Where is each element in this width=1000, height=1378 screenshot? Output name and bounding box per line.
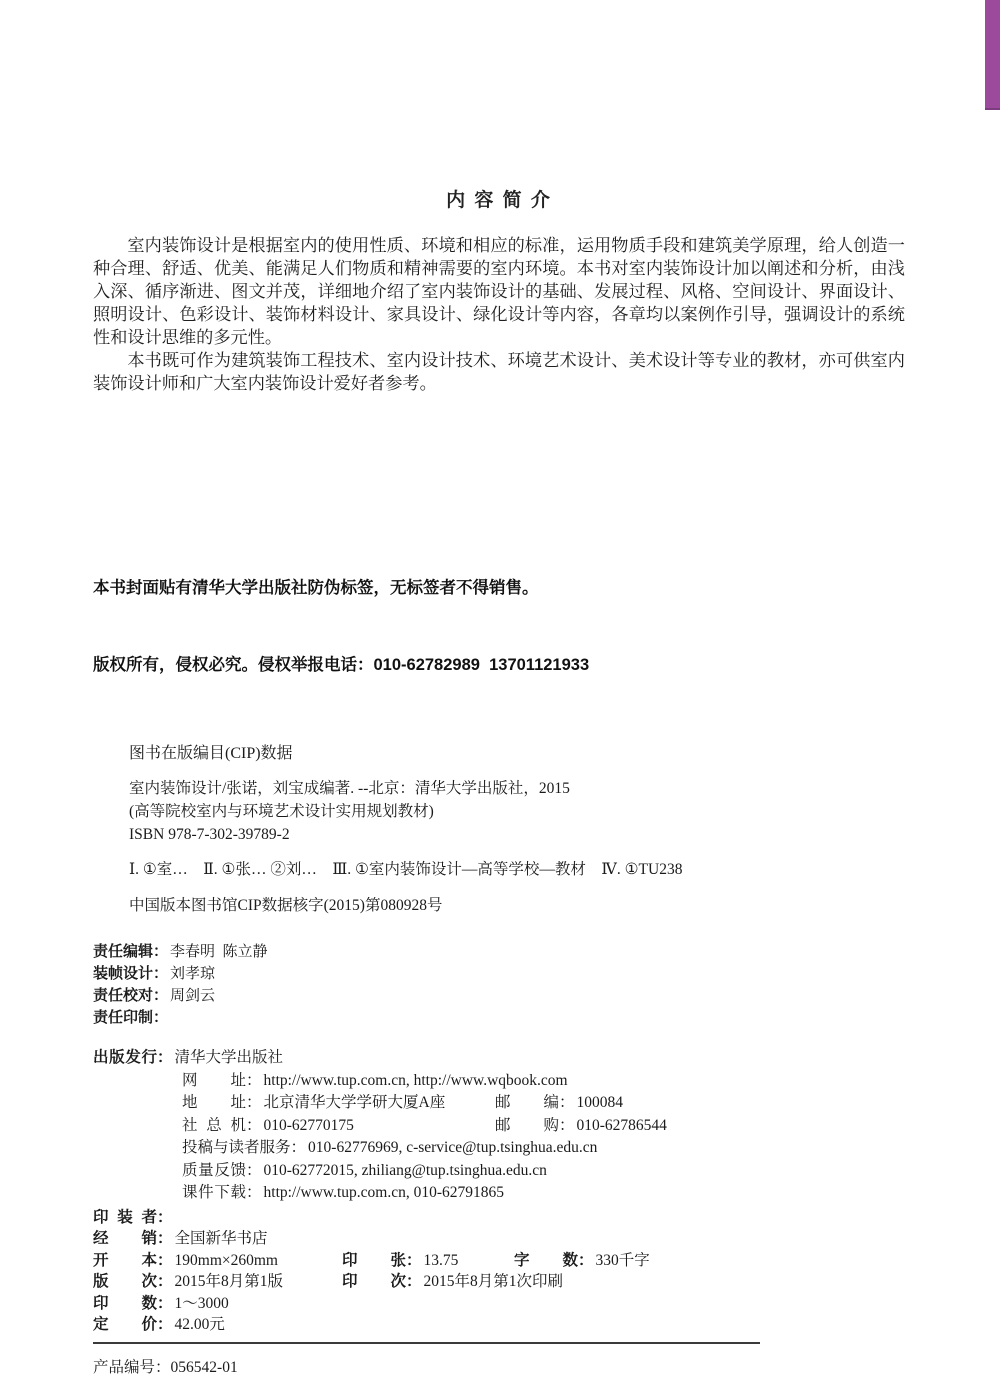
staff-value: 李春明 陈立静 bbox=[170, 944, 268, 960]
product-number-label: 产品编号 bbox=[93, 1358, 156, 1376]
staff-row-printing bbox=[93, 1007, 905, 1029]
sheets-pair: 印张： 13.75 bbox=[342, 1250, 458, 1272]
row-value: 北京清华大学学研大厦A座 bbox=[263, 1094, 446, 1111]
staff-row-proofreader bbox=[93, 985, 905, 1007]
row-label: 地址 bbox=[182, 1094, 246, 1111]
publisher-website-row: 网址： http://www.tup.com.cn, http://www.wqbook.com bbox=[182, 1070, 905, 1093]
product-number-row: 产品编号：056542-01 bbox=[93, 1358, 238, 1376]
row-value-3: 330千字 bbox=[595, 1251, 650, 1269]
row-label: 印数 bbox=[93, 1294, 157, 1312]
row-value: http://www.tup.com.cn, http://www.wqbook.com bbox=[263, 1071, 568, 1089]
row-value: 010-62770175 bbox=[263, 1116, 354, 1134]
staff-credits-block bbox=[93, 941, 905, 1029]
row-label: 投稿与读者服务 bbox=[182, 1139, 291, 1156]
publisher-switchboard-row: 社总机： 010-62770175 邮购： 010-62786544 bbox=[182, 1115, 905, 1138]
printer-row: 印装者： bbox=[93, 1207, 905, 1229]
anti-piracy-notice bbox=[93, 525, 905, 729]
word-count-pair: 字数： 330千字 bbox=[514, 1250, 650, 1272]
distributor-row: 经销： 全国新华书店 bbox=[93, 1228, 905, 1250]
staff-label: 责任编辑： bbox=[93, 943, 169, 960]
cip-record-number: 中国版本图书馆CIP数据核字(2015)第080928号 bbox=[129, 897, 443, 914]
summary-paragraph-2: 本书既可作为建筑装饰工程技术、室内设计技术、环境艺术设计、美术设计等专业的教材，亦可供室内装饰设计师和广大室内装饰设计爱好者参考。 bbox=[93, 351, 905, 393]
publisher-label: 出版发行 bbox=[93, 1049, 157, 1066]
row-value: 010-62772015, zhiliang@tup.tsinghua.edu.cn bbox=[263, 1161, 547, 1179]
row-value: 190mm×260mm bbox=[174, 1251, 278, 1269]
price-row: 定价： 42.00元 bbox=[93, 1314, 905, 1336]
copyright-page bbox=[93, 0, 905, 1378]
print-run-row: 印数： 1～3000 bbox=[93, 1293, 905, 1315]
colophon-block bbox=[93, 1207, 905, 1336]
row-label: 定价 bbox=[93, 1316, 157, 1333]
staff-value: 刘孝琼 bbox=[170, 966, 216, 982]
row-label-2: 邮购 bbox=[495, 1116, 559, 1134]
row-label: 印装者 bbox=[93, 1208, 157, 1226]
row-value-2: 13.75 bbox=[423, 1251, 459, 1269]
row-value: 2015年8月第1版 bbox=[174, 1273, 284, 1290]
content-summary-title: 内 容 简 介 bbox=[446, 190, 552, 211]
row-label: 版次 bbox=[93, 1273, 157, 1290]
purple-corner-tab bbox=[985, 0, 1000, 110]
row-value-2: 100084 bbox=[576, 1094, 624, 1111]
mail-order-pair: 邮购： 010-62786544 bbox=[495, 1115, 667, 1138]
cip-data-block bbox=[93, 743, 905, 917]
row-label: 质量反馈 bbox=[182, 1161, 246, 1179]
format-row: 开本： 190mm×260mm 印张： 13.75 字数： 330千字 bbox=[93, 1250, 905, 1272]
anti-piracy-line-1: 本书封面贴有清华大学出版社防伪标签，无标签者不得销售。 bbox=[93, 579, 539, 597]
publisher-reader-service-row: 投稿与读者服务： 010-62776969, c-service@tup.tsinghua.edu.cn bbox=[182, 1137, 905, 1160]
row-value: 全国新华书店 bbox=[174, 1230, 268, 1247]
row-value: 1～3000 bbox=[174, 1294, 229, 1312]
staff-label: 责任印制： bbox=[93, 1009, 169, 1026]
publisher-main-row: 出版发行： 清华大学出版社 bbox=[93, 1047, 905, 1070]
row-value-2: 2015年8月第1次印刷 bbox=[423, 1273, 564, 1290]
divider-rule bbox=[93, 1342, 760, 1344]
row-label: 网址 bbox=[182, 1071, 246, 1089]
row-label: 课件下载 bbox=[182, 1184, 246, 1201]
row-label: 社总机 bbox=[182, 1116, 246, 1134]
row-value: 010-62776969, c-service@tup.tsinghua.edu.cn bbox=[308, 1139, 598, 1156]
row-value: http://www.tup.com.cn, 010-62791865 bbox=[263, 1184, 505, 1201]
publisher-courseware-row: 课件下载： http://www.tup.com.cn, 010-62791865 bbox=[182, 1182, 905, 1205]
publisher-name: 清华大学出版社 bbox=[174, 1049, 284, 1066]
staff-label: 装帧设计： bbox=[93, 965, 169, 982]
staff-value: 周剑云 bbox=[170, 988, 216, 1004]
row-label-2: 印张 bbox=[342, 1251, 406, 1269]
cip-heading: 图书在版编目(CIP)数据 bbox=[129, 745, 293, 762]
row-label-2: 邮编 bbox=[495, 1094, 559, 1111]
staff-label: 责任校对： bbox=[93, 987, 169, 1004]
cip-classification-line: Ⅰ. ①室… Ⅱ. ①张… ②刘… Ⅲ. ①室内装饰设计—高等学校—教材 Ⅳ. ①TU238 bbox=[129, 861, 683, 878]
row-label-2: 印次 bbox=[342, 1273, 406, 1290]
publisher-address-row: 地址： 北京清华大学学研大厦A座 邮编： 100084 bbox=[182, 1092, 905, 1115]
product-number-value: 056542-01 bbox=[170, 1358, 238, 1376]
postcode-pair: 邮编： 100084 bbox=[495, 1092, 623, 1115]
edition-row: 版次： 2015年8月第1版 印次： 2015年8月第1次印刷 bbox=[93, 1271, 905, 1293]
publisher-block bbox=[93, 1047, 905, 1205]
row-label: 经销 bbox=[93, 1230, 157, 1247]
impression-pair: 印次： 2015年8月第1次印刷 bbox=[342, 1271, 563, 1293]
staff-row-editor bbox=[93, 941, 905, 963]
summary-paragraph-1: 室内装饰设计是根据室内的使用性质、环境和相应的标准，运用物质手段和建筑美学原理，给人创造一种合理、舒适、优美、能满足人们物质和精神需要的室内环境。本书对室内装饰设计加以阐述和分析，由浅入深、循序渐进、图文并茂，详细地介绍了室内装饰设计的基础、发展过程、风格、空间设计、界面设计、照明设计、色彩设计、装饰材料设计、家具设计、绿化设计等内容，各章均以案例作引导，强调设计的系统性和设计思维的多元性。 bbox=[93, 236, 905, 347]
row-value-2: 010-62786544 bbox=[576, 1116, 667, 1134]
anti-piracy-line-2: 版权所有，侵权必究。侵权举报电话：010-62782989 13701121933 bbox=[93, 655, 590, 674]
cip-isbn-line: ISBN 978-7-302-39789-2 bbox=[129, 826, 290, 843]
cip-series-line: (高等院校室内与环境艺术设计实用规划教材) bbox=[129, 803, 434, 820]
row-value: 42.00元 bbox=[174, 1316, 225, 1333]
staff-row-designer bbox=[93, 963, 905, 985]
publisher-quality-feedback-row: 质量反馈： 010-62772015, zhiliang@tup.tsinghua.edu.cn bbox=[182, 1160, 905, 1183]
row-label: 开本 bbox=[93, 1251, 157, 1269]
row-label-3: 字数 bbox=[514, 1251, 578, 1269]
cip-title-line: 室内装饰设计/张诺，刘宝成编著. --北京：清华大学出版社，2015 bbox=[129, 780, 570, 797]
